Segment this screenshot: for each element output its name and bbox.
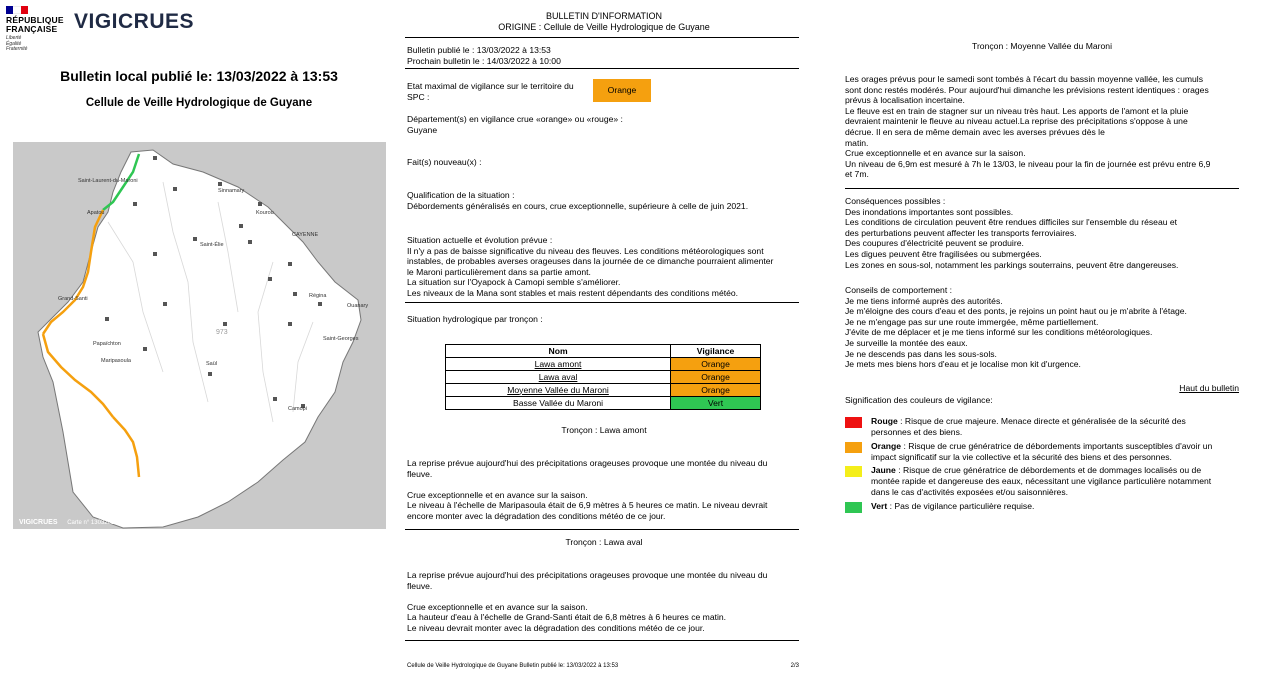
table-header-row <box>446 345 761 358</box>
divider <box>405 640 799 641</box>
legend-swatch-vert <box>845 502 862 513</box>
text-line: devraient maintenir le fleuve au niveau actuel.La reprise des précipitations s'oppose à une <box>845 116 1188 127</box>
legend-text: dans le cas d'activités exposées et/ou saisonnières. <box>871 487 1069 497</box>
bulletin-title: Bulletin local publié le: 13/03/2022 à 13:53 <box>60 68 338 84</box>
text-line: Des inondations importantes sont possibles. <box>845 206 1014 217</box>
situation-line: instables, de probables averses orageuses dans la journée de ce dimanche pourraient alimenter <box>407 256 774 267</box>
text-line: matin. <box>845 137 869 148</box>
divider <box>405 68 799 69</box>
troncon-lawa-amont-title: Tronçon : Lawa amont <box>561 425 647 435</box>
faits-nouveaux-label: Fait(s) nouveau(x) : <box>407 157 482 167</box>
troncon-table <box>445 344 761 410</box>
text-line: fleuve. <box>407 468 433 479</box>
page-number: 2/3 <box>790 663 799 669</box>
middle-panel <box>398 0 810 678</box>
etat-maximal-label: Etat maximal de vigilance sur le territoire du SPC : <box>407 81 574 102</box>
text-line: Je me tiens informé auprès des autorités. <box>845 295 1003 306</box>
vigicrues-logo <box>74 10 194 34</box>
vigilance-cell: Vert <box>671 397 761 410</box>
table-header-vigilance: Vigilance <box>671 345 761 358</box>
republique-francaise-logo <box>6 6 64 53</box>
situation-section <box>407 235 799 299</box>
legend-swatch-jaune <box>845 466 862 477</box>
text-line: décrue. Il en sera de même demain avec les averses prévues dès le <box>845 126 1105 137</box>
text-line: Crue exceptionnelle et en avance sur la saison. <box>407 601 588 612</box>
map-label-regina: Régina <box>309 293 327 299</box>
text-line: Je m'éloigne des cours d'eau et des ponts, je rejoins un point haut ou je m'abrite à l'étage. <box>845 306 1187 317</box>
legend-vert <box>845 501 1240 512</box>
legend-text: impact significatif sur la vie collective et la sécurité des biens et des personnes. <box>871 452 1172 462</box>
text-line: Le fleuve est en train de stagner sur un niveau très haut. Les apports de l'amont et la pluie <box>845 105 1189 116</box>
legend-text: personnes et des biens. <box>871 427 963 437</box>
troncon-basse-vallee: Basse Vallée du Maroni <box>446 397 671 410</box>
vigicrues-logo-text: VIGICRUES <box>74 10 195 33</box>
legend-orange <box>845 441 1240 463</box>
legend-text: : Risque de crue génératrice de débordements et de dommages localisés ou de <box>895 465 1202 475</box>
situation-line: La situation sur l'Oyapock à Camopi semble s'améliorer. <box>407 277 621 288</box>
table-row <box>446 371 761 384</box>
troncon-moyenne-vallee-title: Tronçon : Moyenne Vallée du Maroni <box>972 41 1112 51</box>
french-flag-icon <box>6 6 28 14</box>
divider <box>405 529 799 530</box>
text-line: Crue exceptionnelle et en avance sur la saison. <box>845 148 1026 159</box>
legend-text: : Risque de crue majeure. Menace directe et généralisée de la sécurité des <box>897 416 1186 426</box>
legend-swatch-orange <box>845 442 862 453</box>
text-line: La hauteur d'eau à l'échelle de Grand-Santi était de 6,8 mètres à 6 heures ce matin. <box>407 612 727 623</box>
territory-outline <box>38 150 361 528</box>
conseils-section <box>845 285 1239 370</box>
publication-info <box>407 45 799 66</box>
troncon-link-lawa-amont[interactable]: Lawa amont <box>446 358 671 371</box>
haut-du-bulletin-link[interactable]: Haut du bulletin <box>1179 383 1239 393</box>
departement-section <box>407 114 799 135</box>
text-line: Crue exceptionnelle et en avance sur la saison. <box>407 489 588 500</box>
text-line: Les orages prévus pour le samedi sont tombés à l'écart du bassin moyenne vallée, les cumuls <box>845 74 1203 84</box>
motto-egalite: Égalité <box>6 40 22 47</box>
divider <box>845 188 1239 189</box>
text-line: Les digues peuvent être fragilisées ou submergées. <box>845 248 1042 259</box>
map-label-saint-laurent: Saint-Laurent-du-Maroni <box>78 178 138 184</box>
qualification-value: Débordements généralisés en cours, crue exceptionnelle, supérieure à celle de juin 2021. <box>407 200 749 211</box>
text-line: des perturbations peuvent affecter les transports ferroviaires. <box>845 227 1077 238</box>
divider <box>405 302 799 303</box>
text-line: La reprise prévue aujourd'hui des précipitations orageuses provoque une montée du niveau du <box>407 570 768 580</box>
divider <box>405 37 799 38</box>
troncon-lawa-aval-title: Tronçon : Lawa aval <box>565 537 643 547</box>
vigilance-level-badge: Orange <box>593 79 651 102</box>
text-line: Des coupures d'électricité peuvent se produire. <box>845 238 1024 249</box>
bulletin-subtitle: Cellule de Veille Hydrologique de Guyane <box>85 97 313 109</box>
situation-label: Situation actuelle et évolution prévue : <box>407 235 553 245</box>
situation-par-troncon-label: Situation hydrologique par tronçon : <box>407 314 543 324</box>
map-label-saint-elie: Saint-Élie <box>200 242 224 248</box>
legend-name: Vert <box>871 501 888 511</box>
map-footer-brand: VIGICRUES <box>19 519 58 526</box>
text-line: Les zones en sous-sol, notamment les parkings souterrains, peuvent être dangereuses. <box>845 259 1179 270</box>
legend-jaune <box>845 465 1240 498</box>
text-line: Je ne m'engage pas sur une route immergée, même partiellement. <box>845 316 1099 327</box>
motto-fraternite: Fraternité <box>6 46 28 52</box>
legend-swatch-rouge <box>845 417 862 428</box>
map-label-department: 973 <box>216 329 228 336</box>
motto-liberte: Liberté <box>6 35 22 41</box>
qualification-section <box>407 190 799 211</box>
text-line: J'évite de me déplacer et je me tiens informé sur les conditions météorologiques. <box>845 327 1153 338</box>
map-label-saul: Saül <box>206 361 218 367</box>
page-footer <box>407 663 799 669</box>
text-line: Le niveau devrait monter avec la dégradation des conditions météo de ce jour. <box>407 622 705 633</box>
situation-line: Les niveaux de la Mana sont stables et mais restent dépendants des conditions météo. <box>407 287 739 298</box>
legend-name: Rouge <box>871 416 898 426</box>
header-bulletin-info: BULLETIN D'INFORMATION <box>545 11 663 21</box>
header-origine: ORIGINE : Cellule de Veille Hydrologique de Guyane <box>498 22 710 32</box>
footer-text: Cellule de Veille Hydrologique de Guyane Bulletin publié le: 13/03/2022 à 13:53 <box>407 663 619 669</box>
vigilance-cell: Orange <box>671 371 761 384</box>
table-row <box>446 358 761 371</box>
troncon-lawa-aval-text <box>407 570 799 634</box>
map-label-sinnamary: Sinnamary <box>218 188 245 194</box>
text-line: Un niveau de 6,9m est mesuré à 7h le 13/03, le niveau pour la fin de journée est prévu entre 6,9 <box>845 158 1211 169</box>
text-gap <box>407 591 799 602</box>
text-line: sont donc restés modérés. Pour aujourd'hui dimanche les prévisions restent identiques : orages <box>845 84 1209 95</box>
text-line: La reprise prévue aujourd'hui des précipitations orageuses provoque une montée du niveau du <box>407 458 768 468</box>
text-line: Je ne descends pas dans les sous-sols. <box>845 348 997 359</box>
text-line: Je surveille la montée des eaux. <box>845 337 968 348</box>
situation-line: Il n'y a pas de baisse significative du niveau des fleuves. Les conditions météorologiques sont <box>407 245 764 256</box>
legend-name: Jaune <box>871 465 896 475</box>
troncon-link-lawa-aval[interactable]: Lawa aval <box>446 371 671 384</box>
map-label-grand-santi: Grand-Santi <box>58 296 88 302</box>
text-line: fleuve. <box>407 580 433 591</box>
guyane-map-svg <box>13 142 386 529</box>
bulletin-header <box>398 11 810 33</box>
map-label-camopi: Camopi <box>288 406 307 412</box>
text-gap <box>407 479 799 490</box>
table-row <box>446 397 761 410</box>
map-label-kourou: Kourou <box>256 210 274 216</box>
text-line: prévus à localisation incertaine. <box>845 95 965 106</box>
map-label-papaichton: Papaïchton <box>93 341 121 347</box>
table-header-nom: Nom <box>446 345 671 358</box>
map-label-ouanary: Ouanary <box>347 303 369 309</box>
consequences-section <box>845 196 1239 270</box>
vigilance-cell: Orange <box>671 384 761 397</box>
troncon-lawa-amont-text <box>407 458 799 522</box>
departement-value: Guyane <box>407 124 438 135</box>
situation-line: le Maroni particulièrement dans sa partie amont. <box>407 266 591 277</box>
map-label-cayenne: CAYENNE <box>292 232 319 238</box>
map-footer <box>19 519 141 526</box>
text-line: Les conditions de circulation peuvent être rendues difficiles sur l'ensemble du réseau et <box>845 217 1178 228</box>
republique-text: RÉPUBLIQUE <box>6 15 64 25</box>
text-line: et 7m. <box>845 169 869 180</box>
vigilance-map[interactable] <box>13 142 386 529</box>
legend-text: : Risque de crue génératrice de débordements importants susceptibles d'avoir un <box>901 441 1213 451</box>
legend-name: Orange <box>871 441 902 451</box>
legend-text: montée rapide et dangereuse des eaux, nécessitant une vigilance particulière notamment <box>871 476 1212 486</box>
table-row <box>446 384 761 397</box>
published-date: Bulletin publié le : 13/03/2022 à 13:53 <box>407 45 551 55</box>
vigilance-cell: Orange <box>671 358 761 371</box>
moyenne-vallee-text <box>845 74 1239 180</box>
departement-label: Département(s) en vigilance crue «orange» ou «rouge» : <box>407 114 623 124</box>
map-label-saint-georges: Saint-Georges <box>323 336 359 342</box>
legend-rouge <box>845 416 1240 438</box>
troncon-link-moyenne-vallee[interactable]: Moyenne Vallée du Maroni <box>446 384 671 397</box>
text-line: encore monter avec la dégradation des conditions météo de ce jour. <box>407 510 666 521</box>
map-label-apatou: Apatou <box>87 210 105 216</box>
qualification-label: Qualification de la situation : <box>407 190 515 200</box>
left-panel <box>0 0 398 678</box>
map-label-maripasoula: Maripasoula <box>101 358 131 364</box>
legend-text: : Pas de vigilance particulière requise. <box>887 501 1035 511</box>
text-line: Je mets mes biens hors d'eau et je localise mon kit d'urgence. <box>845 359 1081 370</box>
conseils-label: Conseils de comportement : <box>845 285 952 295</box>
next-bulletin-date: Prochain bulletin le : 14/03/2022 à 10:00 <box>407 55 561 66</box>
signification-label: Signification des couleurs de vigilance: <box>845 395 993 405</box>
right-panel <box>838 0 1240 678</box>
consequences-label: Conséquences possibles : <box>845 196 946 206</box>
map-footer-ref: Carte n° 13032022_10_973 <box>67 520 141 526</box>
francaise-text: FRANÇAISE <box>6 24 58 34</box>
text-line: Le niveau à l'échelle de Maripasoula était de 6,9 mètres à 5 heures ce matin. Le niveau devrait <box>407 500 768 511</box>
